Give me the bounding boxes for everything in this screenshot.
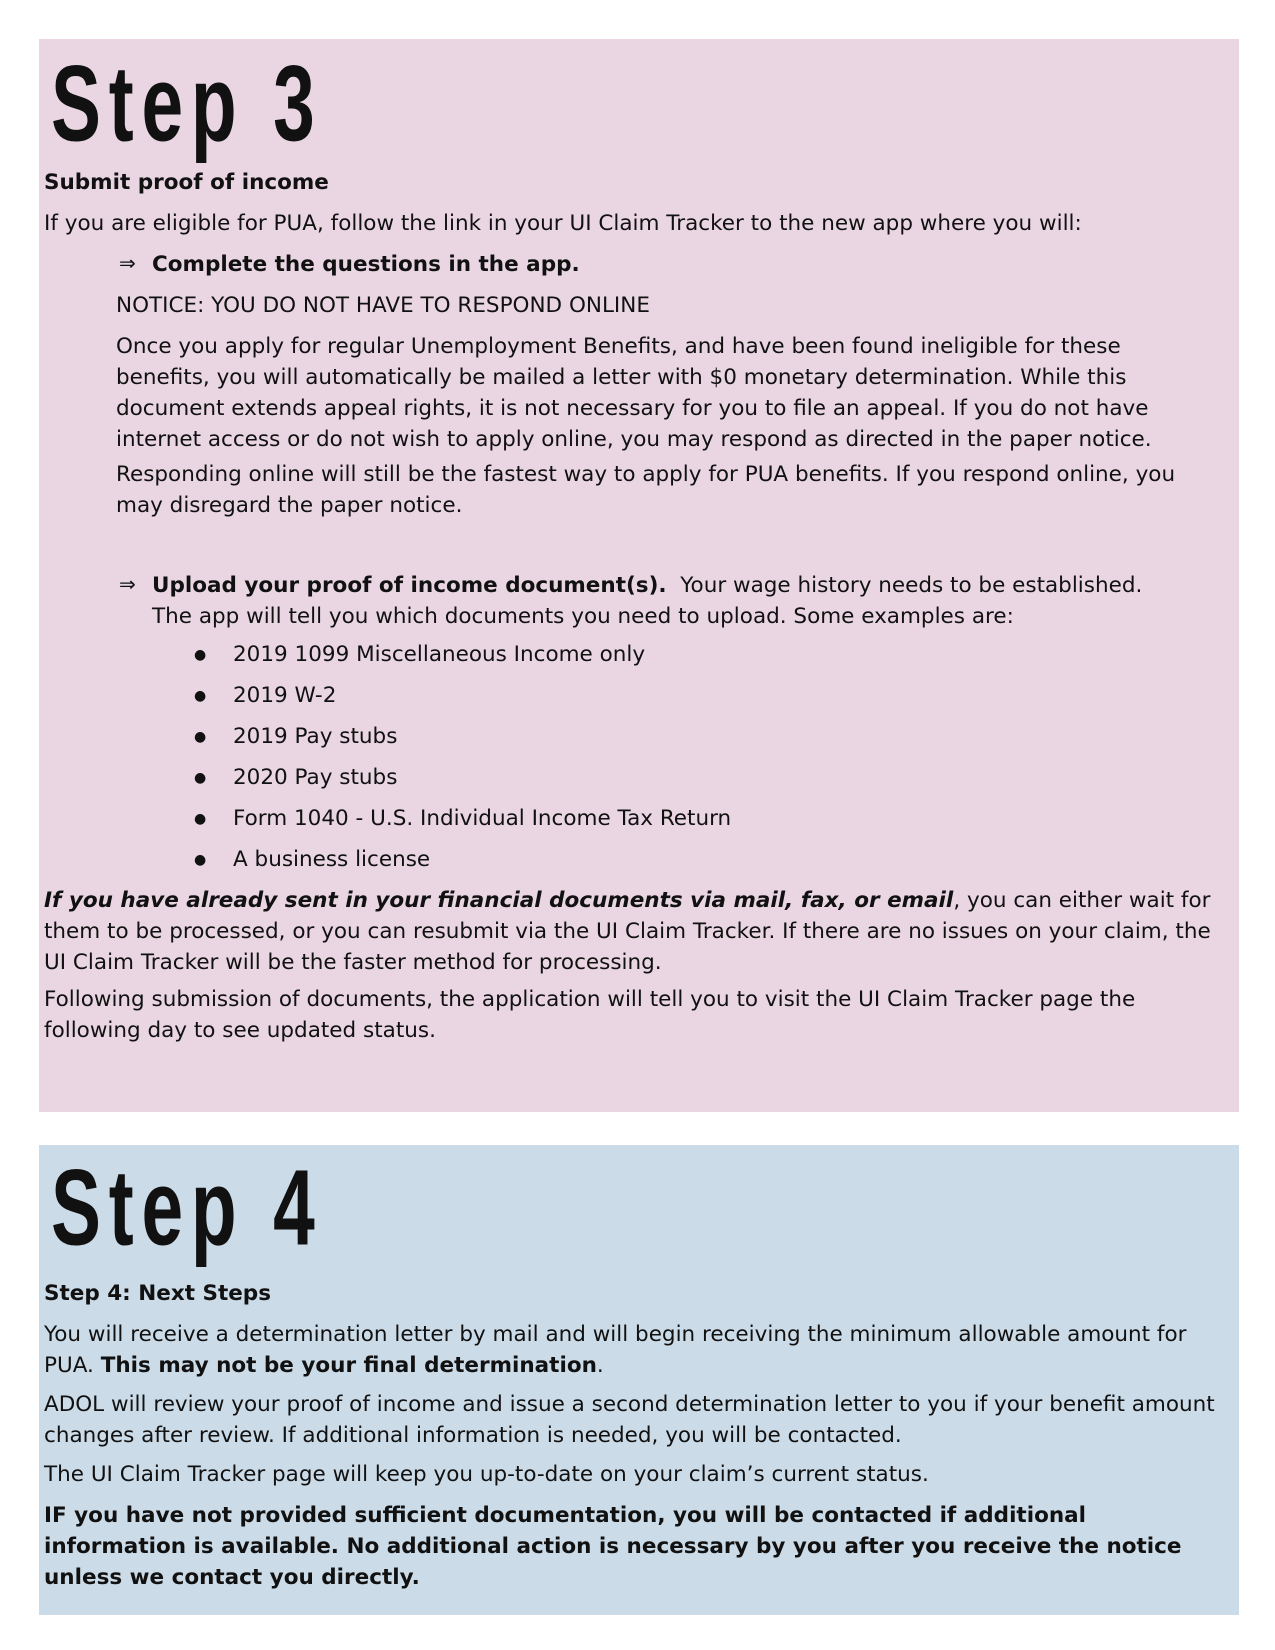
document-list-item [194,721,397,753]
document-list-item [194,844,430,876]
bullet-icon: ● [194,687,207,704]
step-4-title: Step 4 [51,1148,323,1269]
bullet-icon: ● [194,851,207,868]
item-upload-proof [152,570,1182,632]
determination-end: . [596,1353,604,1378]
already-sent-rest: , you can either wait for them to be processed, or you can resubmit via the UI Claim Tracker. If there are no issues on your claim, the UI Claim Tracker will be the faster method for processing. [44,888,1211,975]
step-3-heading: Submit proof of income [44,170,329,195]
document-label: Form 1040 - U.S. Individual Income Tax Return [233,806,732,831]
document-list-item [194,680,336,712]
notice-paragraph-2: Responding online will still be the fastest way to apply for PUA benefits. If you respond online, you may disregard the paper notice. [116,462,1176,518]
bullet-icon: ● [194,769,207,786]
document-label: A business license [233,847,431,872]
arrow-icon: ⇒ [119,572,136,596]
insufficient-docs-paragraph: IF you have not provided sufficient documentation, you will be contacted if additional information is available. No additional action is necessary by you after you receive the notice unless we contact you directly. [44,1503,1182,1590]
notice-paragraph-1: Once you apply for regular Unemployment Benefits, and have been found ineligible for these benefits, you will automatically be mailed a letter with $0 monetary determination. While this document extends appeal rights, it is not necessary for you to file an appeal. If you do not have internet access or do not wish to apply online, you may respond as directed in the paper notice. [116,334,1152,452]
document-label: 2020 Pay stubs [233,765,398,790]
step-3-intro: If you are eligible for PUA, follow the link in your UI Claim Tracker to the new app where you will: [44,211,1082,236]
arrow-icon: ⇒ [119,251,136,275]
step-3-panel [39,39,1239,1112]
notice-heading: NOTICE: YOU DO NOT HAVE TO RESPOND ONLINE [116,293,650,318]
determination-text: You will receive a determination letter by mail and will begin receiving the minimum allowable amount for PUA. [44,1322,1187,1378]
already-sent-emphasis: If you have already sent in your financial documents via mail, fax, or email [44,888,954,913]
document-label: 2019 Pay stubs [233,724,398,749]
review-paragraph: ADOL will review your proof of income and issue a second determination letter to you if your benefit amount changes after review. If additional information is needed, you will be contacted. [44,1392,1215,1448]
determination-bold: This may not be your final determination [100,1353,597,1378]
document-label: 2019 W-2 [233,683,337,708]
step-4-panel [39,1145,1239,1615]
tracker-status-paragraph: The UI Claim Tracker page will keep you up-to-date on your claim’s current status. [44,1462,929,1487]
upload-proof-text: Your wage history needs to be established. The app will tell you which documents you need to upload. Some examples are: [152,573,1143,629]
bullet-icon: ● [194,728,207,745]
step-3-title: Step 3 [51,44,323,165]
document-list-item [194,803,731,835]
upload-proof-title: Upload your proof of income document(s). [152,573,667,598]
already-sent-paragraph [44,885,1224,978]
item-complete-questions: Complete the questions in the app. [152,252,580,277]
step-4-heading: Step 4: Next Steps [44,1281,271,1306]
document-list-item [194,639,645,671]
document-label: 2019 1099 Miscellaneous Income only [233,642,646,667]
determination-paragraph [44,1319,1229,1381]
bullet-icon: ● [194,646,207,663]
document-list-item [194,762,397,794]
following-submission-paragraph: Following submission of documents, the application will tell you to visit the UI Claim Tracker page the following day to see updated status. [44,987,1136,1043]
bullet-icon: ● [194,810,207,827]
